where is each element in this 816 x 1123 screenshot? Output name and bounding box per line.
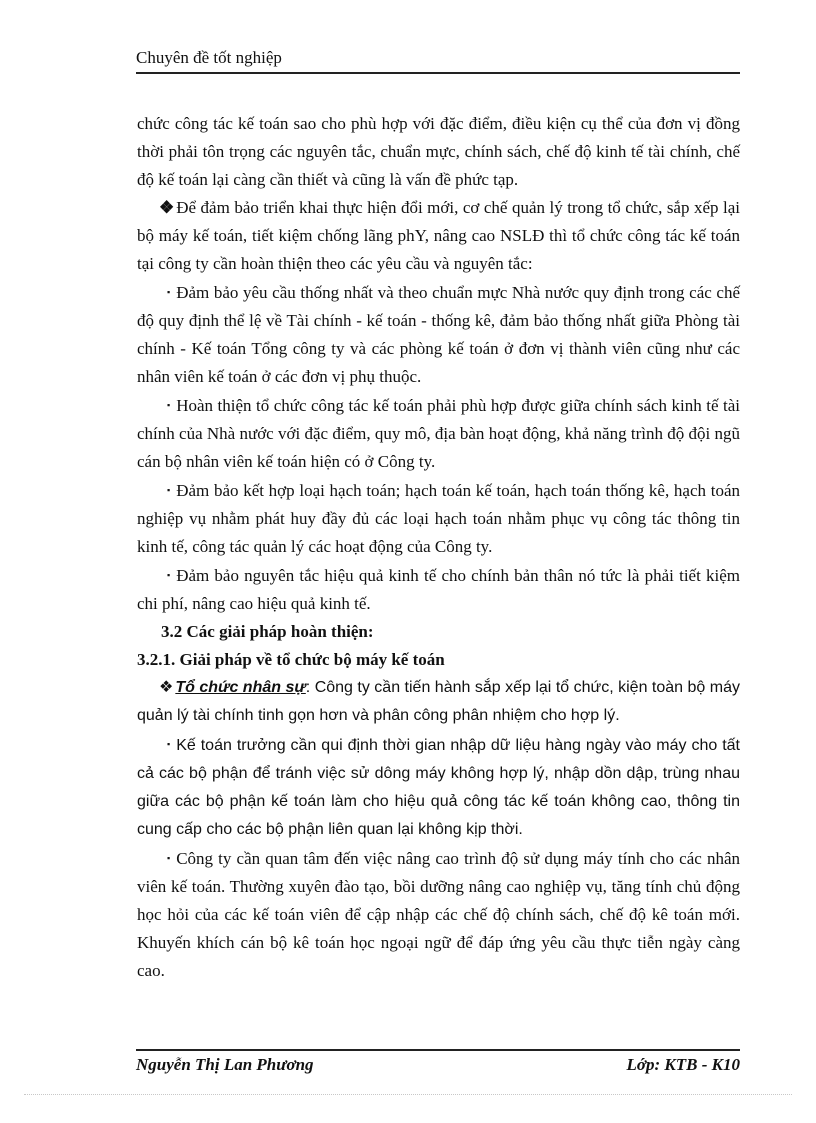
square-bullet-icon: ▪ [167,570,171,580]
bullet-item [137,278,740,391]
diamond-bullet-icon: ❖ [159,679,174,696]
bullet-text: Đảm bảo nguyên tắc hiệu quả kinh tế cho chính bản thân nó tức là phải tiết kiệm chi phí, nâng cao hiệu quả kinh tế. [137,566,740,613]
bullet-text: Kế toán trưởng cần qui định thời gian nhập dữ liệu hàng ngày vào máy cho tất cả các bộ phận để tránh việc sử dông máy không hợp lý, nhập dồn dập, trùng nhau giữa các bộ phận kế toán làm cho hiệu quả công tác kế toán không cao, thông tin cung cấp cho các bộ phận liên quan lại không kịp thời. [137,737,740,838]
diamond-bullet-icon: ❖ [159,198,175,217]
personnel-label: Tổ chức nhân sự [175,679,306,696]
paragraph-intro: chức công tác kế toán sao cho phù hợp với đặc điểm, điều kiện cụ thể của đơn vị đồng thời phải tôn trọng các nguyên tắc, chuẩn mực, chính sách, chế độ kinh tế tài chính, chế độ kế toán lại càng cần thiết và cũng là vấn đề phức tạp. [137,114,740,189]
bullet-item [137,391,740,476]
paragraph-objectives [137,194,740,278]
paragraph-personnel [137,674,740,730]
personnel-text: : Công ty cần tiến hành sắp xếp lại tổ chức, kiện toàn bộ máy quản lý tài chính tinh gọn hơn và phân công phân nhiệm cho hợp lý. [137,679,741,724]
bullet-item [137,844,740,985]
bullet-text: Đảm bảo kết hợp loại hạch toán; hạch toán kế toán, hạch toán thống kê, hạch toán nghiệp vụ nhằm phát huy đầy đủ các loại hạch toán nhằm phục vụ công tác thông tin kinh tế, công tác quản lý các hoạt động của Công ty. [137,481,740,556]
paragraph-objectives-text: Để đảm bảo triển khai thực hiện đổi mới, cơ chế quản lý trong tổ chức, sắp xếp lại bộ máy kế toán, tiết kiệm chống lãng phY, nâng cao NSLĐ thì tổ chức công tác kế toán tại công ty cần hoàn thiện theo các yêu cầu và nguyên tắc: [137,198,740,273]
bullet-item [137,476,740,561]
square-bullet-icon: ▪ [167,485,171,495]
square-bullet-icon: ▪ [167,400,171,410]
page-header [136,46,740,74]
footer-class: Lớp: KTB - K10 [626,1055,740,1074]
document-body [137,110,740,985]
page-footer [136,1053,740,1077]
page-bottom-edge [24,1094,792,1095]
square-bullet-icon: ▪ [167,853,171,863]
footer-divider [136,1049,740,1051]
bullet-text: Đảm bảo yêu cầu thống nhất và theo chuẩn mực Nhà nước quy định trong các chế độ quy định thể lệ về Tài chính - kế toán - thống kê, đảm bảo thống nhất giữa Phòng tài chính - Kế toán Tổng công ty và các phòng kế toán ở đơn vị thành viên cũng như các nhân viên kế toán ở các đơn vị phụ thuộc. [137,283,740,386]
square-bullet-icon: ▪ [167,287,171,297]
square-bullet-icon: ▪ [167,739,171,749]
header-title: Chuyên đề tốt nghiệp [136,48,282,67]
footer-author: Nguyễn Thị Lan Phương [136,1055,314,1074]
bullet-item [137,561,740,618]
section-heading: 3.2 Các giải pháp hoàn thiện: [161,622,374,641]
bullet-text: Hoàn thiện tổ chức công tác kế toán phải phù hợp được giữa chính sách kinh tế tài chính của Nhà nước với đặc điểm, quy mô, địa bàn hoạt động, khả năng trình độ đội ngũ cán bộ nhân viên kế toán hiện có ở Công ty. [137,396,740,471]
bullet-text: Công ty cần quan tâm đến việc nâng cao trình độ sử dụng máy tính cho các nhân viên kế toán. Thường xuyên đào tạo, bồi dưỡng nâng cao nghiệp vụ, tăng tính chủ động học hỏi của các kế toán viên để cập nhập các chế độ chính sách, chế độ kê toán mới. Khuyến khích cán bộ kê toán học ngoại ngữ để đáp ứng yêu cầu thực tiễn ngày càng cao. [137,849,740,980]
bullet-item [137,730,740,844]
subsection-heading: 3.2.1. Giải pháp về tổ chức bộ máy kế toán [137,650,445,669]
